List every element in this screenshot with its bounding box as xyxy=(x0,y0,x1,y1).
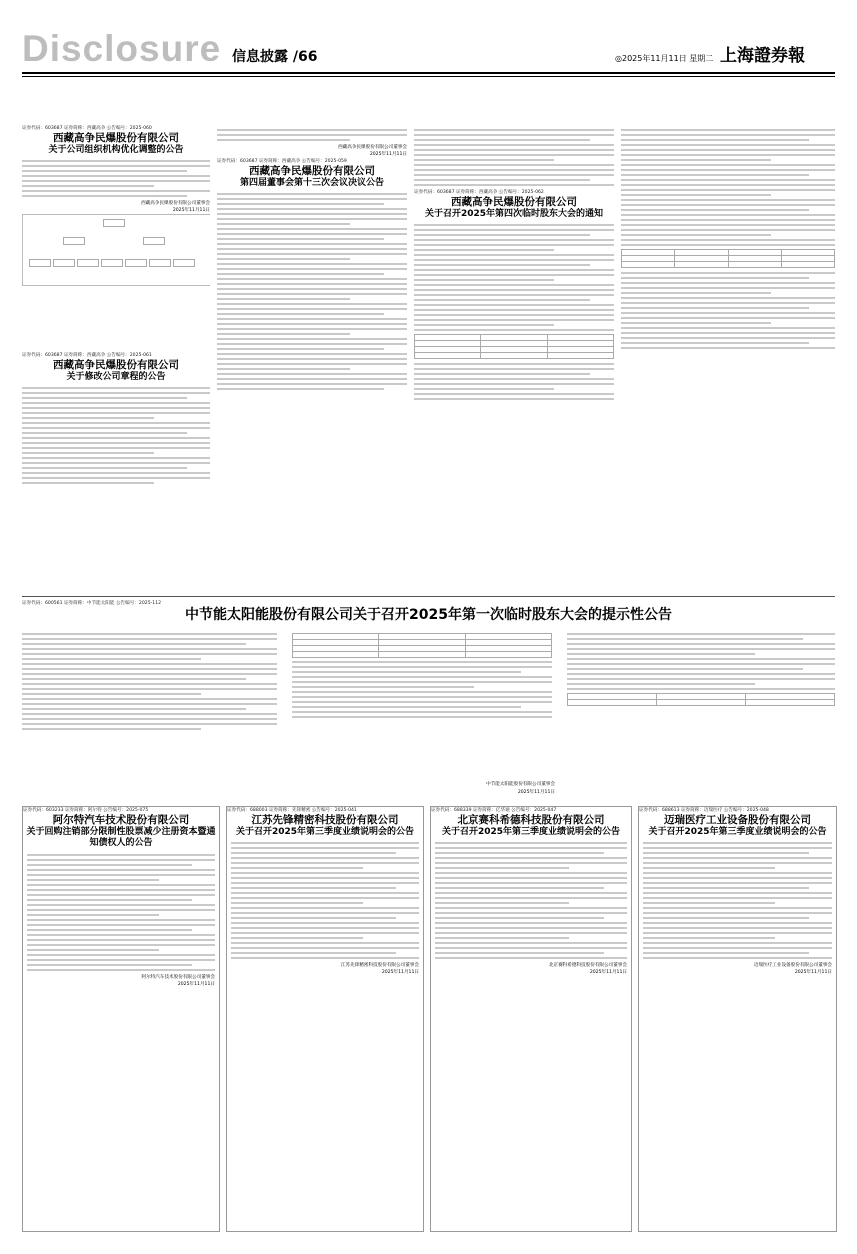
notice-date: 2025年11月11日 xyxy=(381,970,419,976)
notice-company: 西藏高争民爆股份有限公司 xyxy=(451,196,577,208)
notice-company: 阿尔特汽车技术股份有限公司 xyxy=(52,814,190,826)
notice-meta: 证券代码：603687 证券简称：西藏高争 公告编号：2025-059 xyxy=(217,159,347,164)
notice-xianfeng xyxy=(226,806,424,1232)
notice-mairui xyxy=(638,806,837,1232)
notice-date: 2025年11月11日 xyxy=(369,152,407,157)
notice-signer: 北京赛科希德科技股份有限公司董事会 xyxy=(548,963,627,969)
header-rule xyxy=(22,72,835,74)
section-title: 信息披露 /66 xyxy=(232,49,318,65)
notice-meta: 证券代码：603687 证券简称：西藏高争 公告编号：2025-062 xyxy=(414,190,544,195)
notice-meta: 证券代码：688339 证券简称：亿华通 公告编号：2025-047 xyxy=(431,808,557,813)
notice-subtitle: 关于召开2025年第三季度业绩说明会的公告 xyxy=(235,827,415,838)
notice-meta: 证券代码：688613 证券简称：迈瑞医疗 公告编号：2025-048 xyxy=(639,808,769,813)
notice-signer: 西藏高争民爆股份有限公司董事会 xyxy=(141,201,210,207)
notice-body xyxy=(227,842,423,959)
notice-body xyxy=(22,387,210,484)
notice-company: 西藏高争民爆股份有限公司 xyxy=(249,165,375,177)
notice-meta: 证券代码：688003 证券简称：先锋精密 公告编号：2025-041 xyxy=(227,808,357,813)
org-chart-figure xyxy=(22,214,210,286)
notice-subtitle: 关于召开2025年第三季度业绩说明会的公告 xyxy=(441,827,621,838)
notice-company: 江苏先锋精密科技股份有限公司 xyxy=(251,814,399,826)
notice-signer: 江苏先锋精密科技股份有限公司董事会 xyxy=(340,963,419,969)
notice-articles xyxy=(22,352,210,590)
notice-date: 2025年11月11日 xyxy=(517,790,555,795)
notice-body xyxy=(621,129,835,246)
notice-body xyxy=(414,224,614,331)
newspaper-name: 上海證券報 xyxy=(720,46,805,66)
notice-col-1 xyxy=(22,630,277,733)
notice-body xyxy=(23,854,219,971)
notice-meta: 证券代码：603233 证券简称：阿尔特 公告编号：2025-075 xyxy=(23,808,149,813)
notice-body xyxy=(217,193,407,390)
notice-signer: 阿尔特汽车技术股份有限公司董事会 xyxy=(141,974,215,980)
notice-body xyxy=(431,842,631,959)
notice-col-3 xyxy=(567,630,835,709)
notice-subtitle: 关于召开2025年第三季度业绩说明会的公告 xyxy=(648,827,827,838)
notice-body-top xyxy=(217,129,407,141)
notice-signer: 迈瑞医疗工业设备股份有限公司董事会 xyxy=(753,963,832,969)
masthead: Disclosure xyxy=(22,28,222,69)
notice-meta: 证券代码：600561 证券简称：中节能太阳能 公告编号：2025-112 xyxy=(22,601,162,606)
notice-company: 中节能太阳能股份有限公司关于召开2025年第一次临时股东大会的提示性公告 xyxy=(185,607,672,623)
notice-org-structure xyxy=(22,125,210,345)
notice-solar-meeting xyxy=(22,600,835,800)
notice-shareholders-meeting xyxy=(414,125,614,590)
notice-meta: 证券代码：603687 证券简称：西藏高争 公告编号：2025-060 xyxy=(22,126,152,131)
notice-col-2 xyxy=(292,630,552,721)
notice-board-resolution xyxy=(217,125,407,590)
header-rule-thin xyxy=(22,76,835,77)
notice-proxy-form xyxy=(621,125,835,590)
notice-subtitle: 关于召开2025年第四次临时股东大会的通知 xyxy=(424,209,604,220)
notice-company: 西藏高争民爆股份有限公司 xyxy=(53,132,179,144)
section-divider xyxy=(22,596,835,597)
notice-company: 北京赛科希德科技股份有限公司 xyxy=(457,814,605,826)
notice-signer: 西藏高争民爆股份有限公司董事会 xyxy=(338,145,407,150)
page-header xyxy=(0,0,857,74)
notice-body xyxy=(22,160,210,197)
notice-subtitle: 第四届董事会第十三次会议决议公告 xyxy=(239,178,384,189)
notice-subtitle: 关于公司组织机构优化调整的公告 xyxy=(48,145,184,156)
notice-signer: 中节能太阳能股份有限公司董事会 xyxy=(486,782,555,787)
notice-subtitle: 关于回购注销部分限制性股票减少注册资本暨通知债权人的公告 xyxy=(26,827,216,849)
issue-date: ◎2025年11月11日 星期二 xyxy=(615,54,714,63)
notice-company: 迈瑞医疗工业设备股份有限公司 xyxy=(664,814,811,826)
notice-date: 2025年11月11日 xyxy=(794,970,832,976)
notice-body-top xyxy=(414,129,614,186)
proposal-table xyxy=(414,334,614,359)
notice-altair xyxy=(22,806,220,1232)
notice-date: 2025年11月11日 xyxy=(172,208,210,214)
notice-subtitle: 关于修改公司章程的公告 xyxy=(66,372,166,383)
notice-saikexide xyxy=(430,806,632,1232)
notice-date: 2025年11月11日 xyxy=(589,970,627,976)
notice-body xyxy=(639,842,836,959)
notice-date: 2025年11月11日 xyxy=(177,981,215,987)
notice-meta: 证券代码：603687 证券简称：西藏高争 公告编号：2025-061 xyxy=(22,353,152,358)
proxy-table xyxy=(621,249,835,268)
notice-company: 西藏高争民爆股份有限公司 xyxy=(53,359,179,371)
